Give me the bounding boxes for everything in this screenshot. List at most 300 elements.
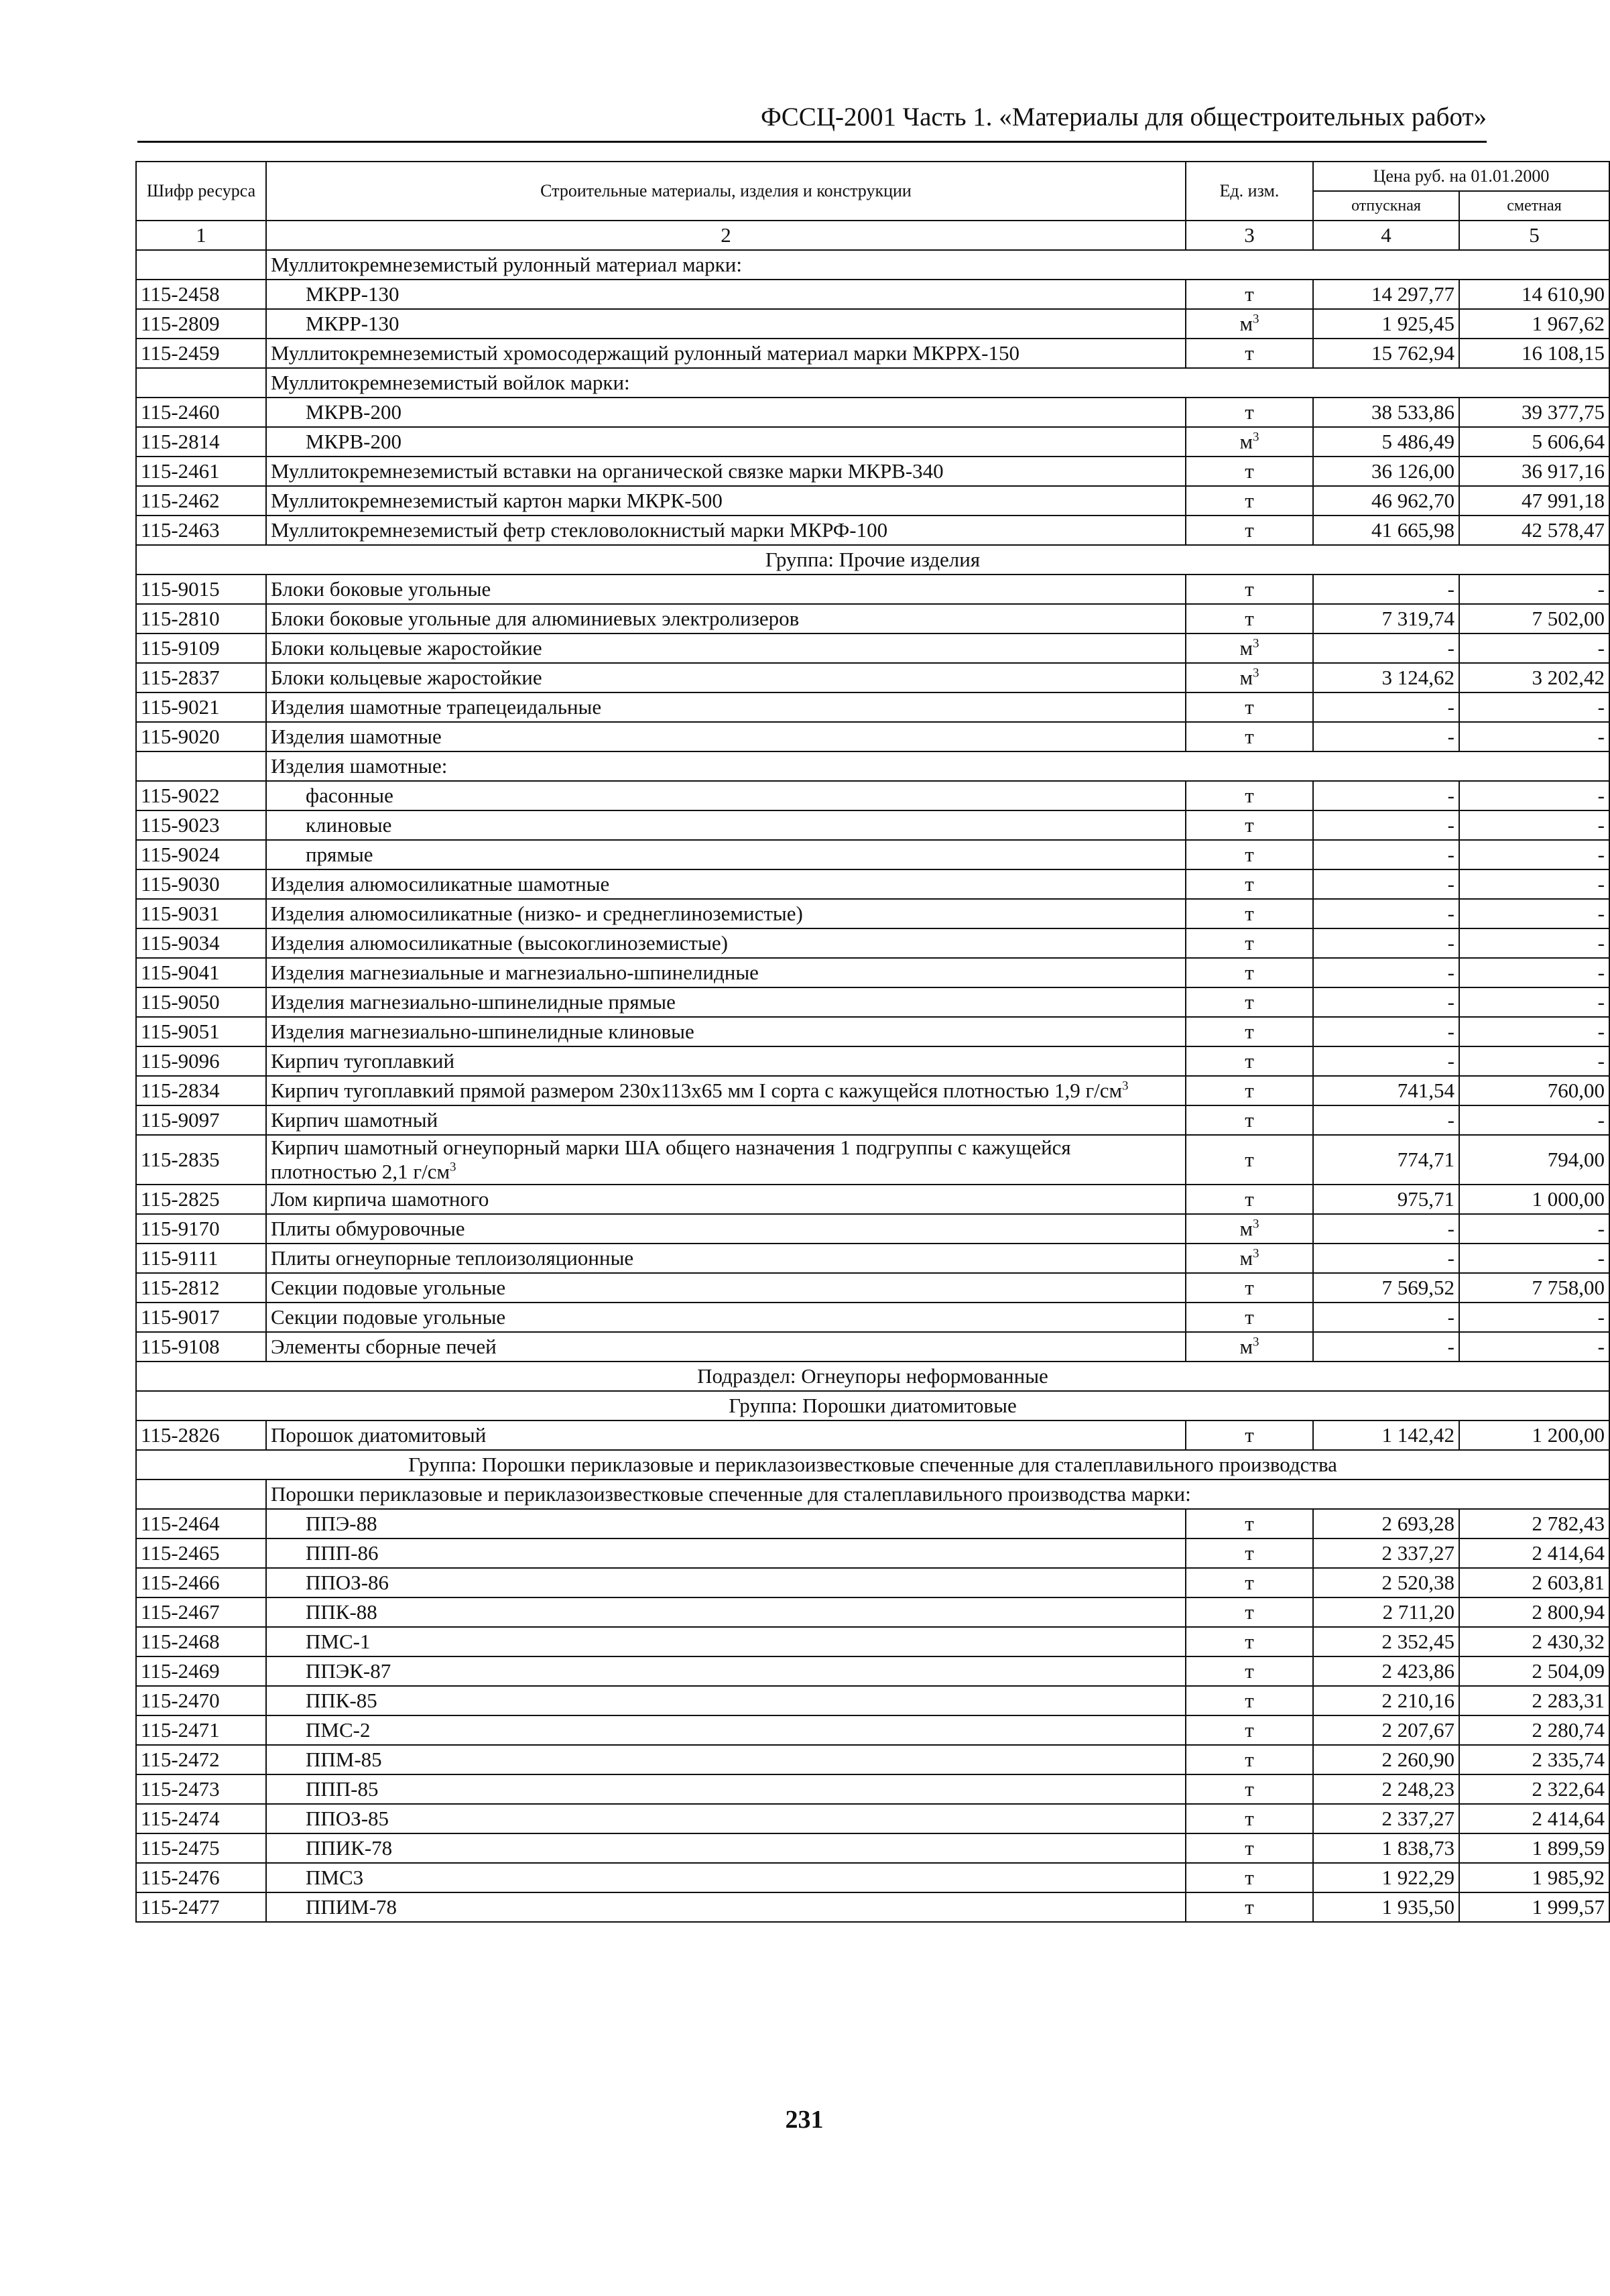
resource-code: 115-9030 [136,869,266,899]
material-name [266,663,1186,692]
price-sell: - [1313,1244,1459,1273]
material-name-text: Муллитокремнеземистый картон марки МКРК-500 [271,489,723,512]
header-rule [137,141,1487,143]
unit-text: т [1245,1748,1254,1771]
price-estimate: - [1459,692,1609,722]
price-sell: 38 533,86 [1313,398,1459,427]
page-number: 231 [785,2106,824,2134]
material-name-text: Блоки кольцевые жаростойкие [271,636,542,660]
price-sell: 2 693,28 [1313,1509,1459,1538]
material-name [266,280,1186,309]
price-estimate: 2 414,64 [1459,1538,1609,1568]
material-name [266,1135,1186,1185]
unit-text: т [1245,282,1254,306]
price-estimate: 16 108,15 [1459,339,1609,368]
resource-code: 115-2464 [136,1509,266,1538]
unit-text: т [1245,1108,1254,1132]
price-estimate: 2 280,74 [1459,1715,1609,1745]
unit-text: т [1245,961,1254,984]
material-name [266,633,1186,663]
resource-code: 115-9111 [136,1244,266,1273]
table-row [136,1076,1609,1105]
price-sell: - [1313,810,1459,840]
resource-code: 115-2465 [136,1538,266,1568]
table-row [136,1273,1609,1303]
price-estimate: 2 603,81 [1459,1568,1609,1597]
material-name-text: Блоки боковые угольные для алюминиевых электролизеров [271,607,800,630]
table-row [136,869,1609,899]
superscript: 3 [1253,312,1259,326]
price-sell: 14 297,77 [1313,280,1459,309]
table-row [136,1745,1609,1774]
resource-code: 115-9024 [136,840,266,869]
table-row [136,398,1609,427]
column-number: 4 [1313,221,1459,250]
price-estimate: - [1459,1105,1609,1135]
price-estimate: - [1459,1332,1609,1362]
material-name [266,1509,1186,1538]
unit-text: т [1245,1571,1254,1594]
unit-text: т [1245,1541,1254,1565]
col-header-name: Строительные материалы, изделия и конструкции [266,162,1186,221]
material-name [266,1892,1186,1922]
unit [1186,1538,1313,1568]
table-row [136,1244,1609,1273]
material-name [266,1804,1186,1833]
price-estimate: 794,00 [1459,1135,1609,1185]
material-name-text: Муллитокремнеземистый хромосодержащий рулонный материал марки МКРРХ-150 [271,341,1019,365]
material-name [266,486,1186,516]
material-name [266,1076,1186,1105]
price-table [135,161,1610,1923]
resource-code: 115-2474 [136,1804,266,1833]
unit [1186,1833,1313,1863]
resource-code: 115-9041 [136,958,266,987]
unit-text: т [1245,902,1254,925]
unit [1186,781,1313,810]
table-row [136,1105,1609,1135]
table-row [136,575,1609,604]
resource-code: 115-2834 [136,1076,266,1105]
col-header-price: Цена руб. на 01.01.2000 [1313,162,1609,191]
table-row [136,486,1609,516]
price-sell: 2 337,27 [1313,1538,1459,1568]
price-estimate: 2 430,32 [1459,1627,1609,1656]
material-name [266,1303,1186,1332]
caption-text: Муллитокремнеземистый войлок марки: [266,368,1609,398]
price-sell: - [1313,840,1459,869]
price-estimate: - [1459,928,1609,958]
material-name [266,1597,1186,1627]
material-name [266,869,1186,899]
table-row [136,1833,1609,1863]
unit [1186,604,1313,633]
material-name [266,1656,1186,1686]
unit [1186,339,1313,368]
material-name [266,1568,1186,1597]
material-name-text: Изделия шамотные трапецеидальные [271,695,602,719]
unit [1186,899,1313,928]
resource-code: 115-2463 [136,516,266,545]
unit [1186,1105,1313,1135]
empty-cell [136,250,266,280]
material-name [266,1421,1186,1450]
superscript: 3 [1253,636,1259,651]
price-sell: - [1313,958,1459,987]
material-name [266,1214,1186,1244]
unit-text: т [1245,1423,1254,1447]
material-name [266,1185,1186,1214]
table-row [136,427,1609,457]
resource-code: 115-2814 [136,427,266,457]
material-name [266,457,1186,486]
unit-text: т [1245,1512,1254,1535]
resource-code: 115-2476 [136,1863,266,1892]
caption-text: Порошки периклазовые и периклазоизвестковые спеченные для сталеплавильного производства марки: [266,1479,1609,1509]
price-estimate: - [1459,575,1609,604]
unit-text: м [1239,1217,1253,1240]
empty-cell [136,751,266,781]
unit [1186,516,1313,545]
table-row [136,516,1609,545]
unit [1186,1804,1313,1833]
table-row [136,1421,1609,1450]
column-numbering-row [136,221,1609,250]
price-estimate: 2 800,94 [1459,1597,1609,1627]
unit-text: т [1245,931,1254,955]
unit-text: м [1239,636,1253,660]
price-estimate: 2 283,31 [1459,1686,1609,1715]
unit-text: т [1245,518,1254,542]
resource-code: 115-9170 [136,1214,266,1244]
resource-code: 115-2473 [136,1774,266,1804]
price-estimate: 14 610,90 [1459,280,1609,309]
resource-code: 115-2477 [136,1892,266,1922]
material-name-text: Изделия магнезиально-шпинелидные прямые [271,990,676,1014]
table-row [136,1715,1609,1745]
material-name [266,398,1186,427]
table-row [136,1538,1609,1568]
group-heading: Группа: Порошки периклазовые и периклазоизвестковые спеченные для сталеплавильного производства [136,1450,1609,1479]
material-name-text: Изделия алюмосиликатные (высокоглиноземистые) [271,931,728,955]
resource-code: 115-2461 [136,457,266,486]
resource-code: 115-2469 [136,1656,266,1686]
price-estimate: 2 335,74 [1459,1745,1609,1774]
group-heading-row [136,545,1609,575]
price-estimate: 2 414,64 [1459,1804,1609,1833]
price-estimate: 2 322,64 [1459,1774,1609,1804]
unit [1186,1244,1313,1273]
material-name-text: Секции подовые угольные [271,1276,506,1299]
table-row [136,1686,1609,1715]
unit [1186,280,1313,309]
material-name [266,1332,1186,1362]
unit-text: т [1245,577,1254,601]
section-heading: Подраздел: Огнеупоры неформованные [136,1362,1609,1391]
price-estimate: - [1459,1244,1609,1273]
resource-code: 115-2459 [136,339,266,368]
unit [1186,1774,1313,1804]
material-name-text: Блоки боковые угольные [271,577,491,601]
unit-text: т [1245,813,1254,837]
material-name-text: Блоки кольцевые жаростойкие [271,666,542,689]
table-row [136,692,1609,722]
unit [1186,1273,1313,1303]
price-sell: - [1313,692,1459,722]
column-number: 1 [136,221,266,250]
price-estimate: - [1459,840,1609,869]
table-row [136,1627,1609,1656]
table-row [136,1597,1609,1627]
unit-text: т [1245,1276,1254,1299]
price-estimate: - [1459,781,1609,810]
price-sell: 3 124,62 [1313,663,1459,692]
table-row [136,339,1609,368]
material-name [266,339,1186,368]
caption-row [136,1479,1609,1509]
price-sell: 741,54 [1313,1076,1459,1105]
material-name [266,516,1186,545]
price-estimate: 3 202,42 [1459,663,1609,692]
material-name-text: ПМС-2 [306,1718,371,1742]
unit [1186,1509,1313,1538]
price-sell: 1 142,42 [1313,1421,1459,1450]
table-head [136,162,1609,250]
table-row [136,604,1609,633]
superscript: 3 [1253,430,1259,444]
unit [1186,692,1313,722]
material-name [266,575,1186,604]
material-name-text: ППП-86 [306,1541,379,1565]
material-name-text: ППП-85 [306,1777,379,1801]
material-name [266,840,1186,869]
price-estimate: 7 758,00 [1459,1273,1609,1303]
unit [1186,457,1313,486]
resource-code: 115-2458 [136,280,266,309]
material-name-text: ПМС-1 [306,1630,371,1653]
price-estimate: 47 991,18 [1459,486,1609,516]
col-header-code: Шифр ресурса [136,162,266,221]
price-sell: - [1313,575,1459,604]
table-row [136,1863,1609,1892]
material-name-text: МКРВ-200 [306,400,401,424]
material-name [266,987,1186,1017]
table-row [136,1214,1609,1244]
unit-text: м [1239,666,1253,689]
material-name [266,604,1186,633]
price-sell: 975,71 [1313,1185,1459,1214]
table-row [136,457,1609,486]
unit [1186,1627,1313,1656]
price-sell: 2 337,27 [1313,1804,1459,1833]
price-estimate: - [1459,633,1609,663]
price-estimate: - [1459,1046,1609,1076]
unit [1186,1046,1313,1076]
price-estimate: 39 377,75 [1459,398,1609,427]
price-estimate: 1 967,62 [1459,309,1609,339]
unit [1186,1892,1313,1922]
price-estimate: 5 606,64 [1459,427,1609,457]
unit-text: т [1245,341,1254,365]
unit [1186,486,1313,516]
material-name [266,1627,1186,1656]
unit-text: т [1245,1600,1254,1624]
material-name [266,1745,1186,1774]
caption-row [136,368,1609,398]
material-name [266,1863,1186,1892]
unit-text: т [1245,1895,1254,1919]
unit-text: т [1245,784,1254,807]
unit [1186,633,1313,663]
resource-code: 115-9034 [136,928,266,958]
unit [1186,1656,1313,1686]
caption-row [136,751,1609,781]
price-sell: - [1313,781,1459,810]
unit-text: т [1245,1836,1254,1860]
unit [1186,1214,1313,1244]
group-heading: Группа: Порошки диатомитовые [136,1391,1609,1421]
table-row [136,1303,1609,1332]
caption-text: Изделия шамотные: [266,751,1609,781]
superscript: 3 [1253,666,1259,680]
unit [1186,869,1313,899]
unit [1186,1686,1313,1715]
price-estimate: 1 985,92 [1459,1863,1609,1892]
material-name-text: клиновые [306,813,392,837]
unit-text: т [1245,1187,1254,1211]
price-sell: - [1313,987,1459,1017]
unit-text: т [1245,695,1254,719]
unit [1186,987,1313,1017]
price-sell: 1 838,73 [1313,1833,1459,1863]
price-estimate: - [1459,1214,1609,1244]
resource-code: 115-2810 [136,604,266,633]
material-name-text: МКРР-130 [306,312,399,335]
resource-code: 115-2475 [136,1833,266,1863]
price-sell: 1 935,50 [1313,1892,1459,1922]
unit [1186,309,1313,339]
price-estimate: 36 917,16 [1459,457,1609,486]
unit-text: м [1239,430,1253,453]
group-heading-row [136,1391,1609,1421]
resource-code: 115-2812 [136,1273,266,1303]
table-row [136,1185,1609,1214]
superscript: 3 [1253,1246,1259,1261]
price-estimate: 2 782,43 [1459,1509,1609,1538]
price-estimate: 1 999,57 [1459,1892,1609,1922]
material-name-text: ППЭ-88 [306,1512,377,1535]
unit-text: т [1245,400,1254,424]
table-row [136,309,1609,339]
unit-text: т [1245,872,1254,896]
material-name [266,1017,1186,1046]
price-sell: 2 210,16 [1313,1686,1459,1715]
price-sell: - [1313,1105,1459,1135]
unit [1186,1568,1313,1597]
unit-text: т [1245,1866,1254,1889]
unit-text: м [1239,312,1253,335]
price-sell: 2 207,67 [1313,1715,1459,1745]
empty-cell [136,368,266,398]
table-row [136,987,1609,1017]
material-name-text: ППИМ-78 [306,1895,397,1919]
material-name-text: Кирпич тугоплавкий прямой размером 230x113x65 мм I сорта с кажущейся плотностью 1,9 г/см [271,1079,1123,1102]
superscript: 3 [1122,1079,1129,1093]
col-header-price-sell: отпускная [1313,191,1459,221]
price-sell: - [1313,1017,1459,1046]
price-sell: - [1313,1046,1459,1076]
unit [1186,427,1313,457]
material-name-text: Изделия алюмосиликатные (низко- и среднеглиноземистые) [271,902,803,925]
price-sell: 2 711,20 [1313,1597,1459,1627]
material-name [266,810,1186,840]
unit-text: т [1245,843,1254,866]
material-name [266,1105,1186,1135]
unit [1186,1185,1313,1214]
unit [1186,1017,1313,1046]
material-name-text: МКРР-130 [306,282,399,306]
price-estimate: 42 578,47 [1459,516,1609,545]
table-row [136,840,1609,869]
price-sell: 2 423,86 [1313,1656,1459,1686]
resource-code: 115-2825 [136,1185,266,1214]
superscript: 3 [1253,1335,1259,1349]
table-row [136,1135,1609,1185]
price-sell: 15 762,94 [1313,339,1459,368]
material-name-text: Изделия алюмосиликатные шамотные [271,872,610,896]
unit [1186,1421,1313,1450]
unit [1186,810,1313,840]
group-heading-row [136,1450,1609,1479]
table-row [136,928,1609,958]
resource-code: 115-9017 [136,1303,266,1332]
unit-text: т [1245,1630,1254,1653]
unit [1186,398,1313,427]
price-sell: 2 260,90 [1313,1745,1459,1774]
table-row [136,1509,1609,1538]
price-sell: 1 925,45 [1313,309,1459,339]
unit [1186,1745,1313,1774]
unit-text: т [1245,1020,1254,1043]
material-name-text: Изделия магнезиальные и магнезиально-шпинелидные [271,961,759,984]
price-estimate: - [1459,869,1609,899]
price-sell: 1 922,29 [1313,1863,1459,1892]
material-name-text: Плиты обмуровочные [271,1217,465,1240]
material-name-text: ППМ-85 [306,1748,382,1771]
table-row [136,1892,1609,1922]
price-estimate: - [1459,1303,1609,1332]
material-name-text: ППК-88 [306,1600,377,1624]
running-header: ФССЦ-2001 Часть 1. «Материалы для общестроительных работ» [760,103,1487,131]
table-row [136,1656,1609,1686]
resource-code: 115-2460 [136,398,266,427]
resource-code: 115-9020 [136,722,266,751]
column-number: 2 [266,221,1186,250]
resource-code: 115-2837 [136,663,266,692]
material-name [266,722,1186,751]
superscript: 3 [1253,1217,1259,1231]
material-name [266,899,1186,928]
unit-text: т [1245,489,1254,512]
unit-text: т [1245,459,1254,483]
resource-code: 115-9015 [136,575,266,604]
price-sell: 41 665,98 [1313,516,1459,545]
resource-code: 115-2467 [136,1597,266,1627]
price-sell: - [1313,1332,1459,1362]
material-name [266,928,1186,958]
resource-code: 115-9050 [136,987,266,1017]
price-estimate: - [1459,1017,1609,1046]
